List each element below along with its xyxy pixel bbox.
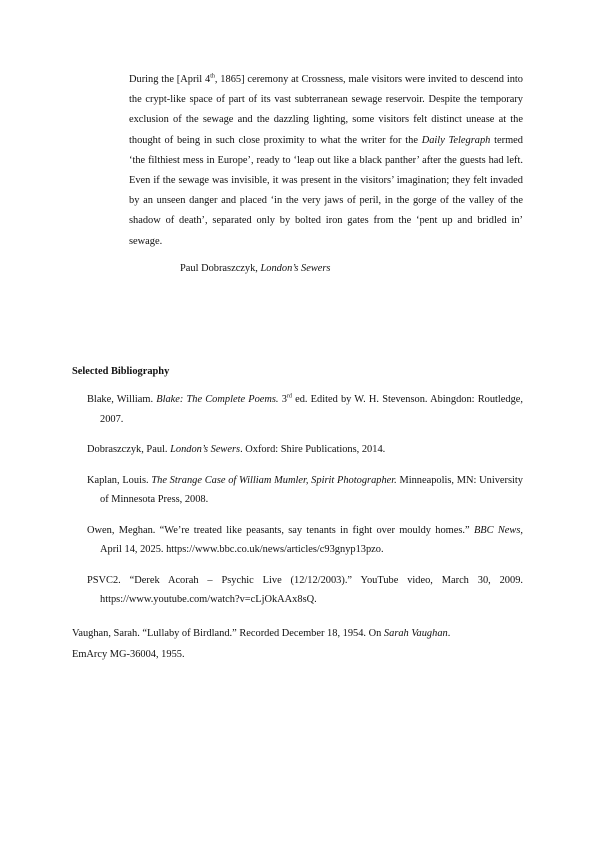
entry-ordinal-suffix: rd [286, 393, 292, 400]
attribution-author: Paul Dobraszczyk, [180, 263, 261, 274]
entry-title: Sarah Vaughan [383, 628, 448, 639]
bibliography-entry-vaughan [72, 624, 532, 665]
bibliography-heading: Selected Bibliography [72, 366, 170, 377]
entry-author: Blake, William. [87, 394, 157, 405]
entry-author: Dobraszczyk, Paul. [87, 444, 171, 455]
entry-text: , April 14, 2025. https://www.bbc.co.uk/news/articles/c93gnyp13pzo. [100, 524, 523, 555]
entry-author: Vaughan, Sarah. “Lullaby of Birdland.” Recorded December 18, 1954. On [72, 628, 384, 639]
entry-author: Owen, Meghan. “We’re treated like peasants, say tenants in fight over mouldy homes.” [87, 524, 474, 536]
entry-text: 3 [278, 394, 287, 405]
quote-text-3: termed ‘the filthiest mess in Europe’, ready to ‘leap out like a black panther’ after the guests had left. Even if the sewage was invisible, it was present in the visitors’ imagination; they felt invaded by an unseen danger and placed ‘in the very jaws of peril, in the gorge of the valley of the shadow of death’, separated only by bolted iron gates from the ‘pent up and bridled in’ sewage. [129, 134, 523, 247]
quote-attribution [180, 261, 330, 277]
quote-text-2: , 1865] ceremony at Crossness, male visitors were invited to descend into the crypt-like space of part of its vast subterranean sewage reservoir. Despite the temporary exclusion of the sewage and the dazzling lighting, some visitors felt distinct unease at the thought of being in such close proximity to what the writer for the [129, 74, 523, 146]
entry-title: Blake: The Complete Poems. [156, 394, 279, 405]
quote-ordinal-suffix: th [210, 73, 215, 80]
entry-title: BBC News [473, 524, 521, 536]
entry-line-1 [72, 624, 532, 645]
bibliography-entry-dobraszczyk [87, 440, 523, 460]
entry-author: Kaplan, Louis. [87, 474, 152, 486]
bibliography-entry-kaplan [87, 471, 523, 510]
bibliography-entry-psvc2 [87, 571, 523, 610]
entry-text: ed. Edited by W. H. Stevenson. Abingdon: Routledge, 2007. [100, 394, 524, 425]
entry-text: . [447, 628, 451, 639]
block-quote [129, 70, 523, 252]
bibliography-entry-blake [87, 390, 523, 429]
quote-newspaper-title: Daily Telegraph [421, 134, 491, 146]
entry-title: The Strange Case of William Mumler, Spirit Photographer. [151, 474, 397, 486]
entry-text: PSVC2. “Derek Acorah – Psychic Live (12/12/2003).” YouTube video, March 30, 2009. https://www.youtube.com/watch?v=cLjOkAAx8sQ. [87, 574, 523, 605]
entry-text: . Oxford: Shire Publications, 2014. [240, 444, 386, 455]
attribution-title: London’s Sewers [260, 263, 331, 274]
quote-text-1: During the [April 4 [129, 74, 211, 85]
bibliography-list [87, 390, 523, 621]
entry-text: Minneapolis, MN: University of Minnesota Press, 2008. [100, 474, 523, 505]
bibliography-entry-owen [87, 521, 523, 560]
entry-line-2: EmArcy MG-36004, 1955. [72, 648, 185, 660]
entry-title: London’s Sewers [170, 444, 241, 455]
